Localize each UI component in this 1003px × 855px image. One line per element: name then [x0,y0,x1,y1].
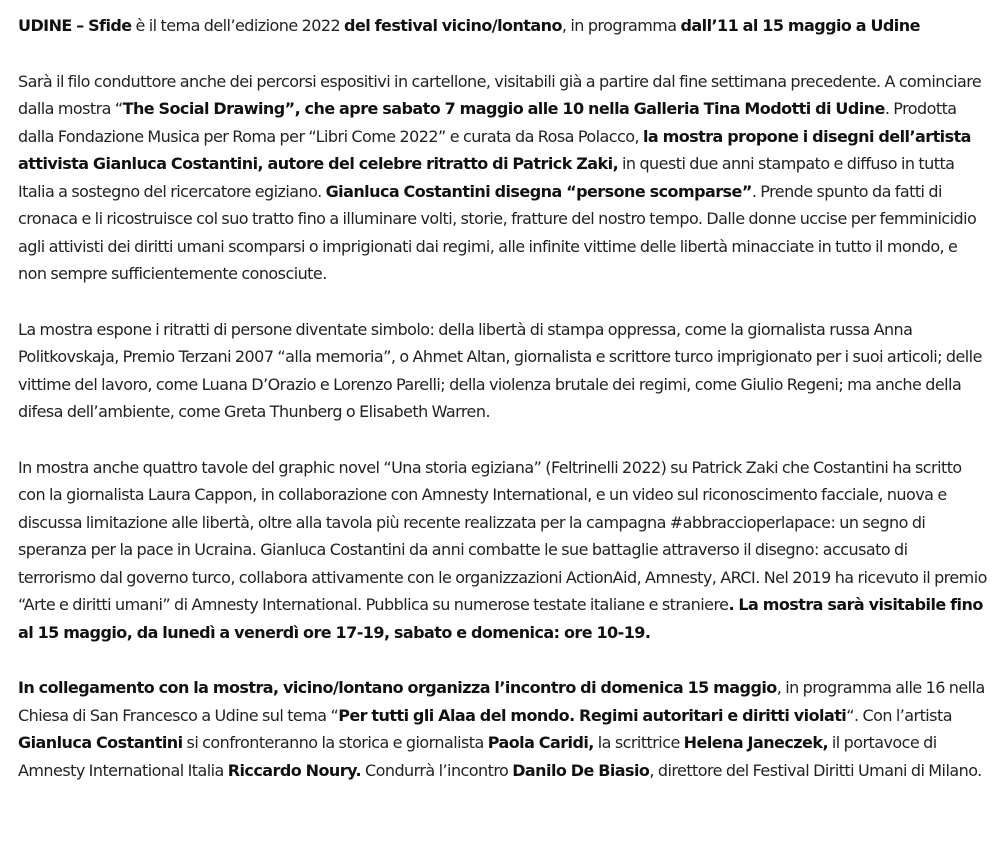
text-segment: “. Con l’artista [846,705,952,725]
bold-text: Gianluca Costantini disegna “persone scomparse” [325,181,752,201]
graphic-novel-paragraph [18,454,989,647]
text-segment: , in programma [561,16,681,35]
bold-text: . La mostra sarà visitabile fino al 15 maggio, da lunedì a venerdì ore 17-19, sabato e domenica: ore 10-19. [18,595,983,642]
text-segment: . Prodotta dalla Fondazione Musica per Roma per “Libri Come 2022” e curata da Rosa Polacco, [18,99,957,146]
bold-text: In collegamento con la mostra, vicino/lontano organizza l’incontro di domenica 15 maggio [18,678,777,697]
bold-text: Per tutti gli Alaa del mondo. Regimi autoritari e diritti violati [338,705,847,725]
bold-text: Gianluca Costantini [18,733,183,752]
text-segment: la scrittrice [593,733,684,752]
text-segment: , in programma alle 16 nella Chiesa di San Francesco a Udine sul tema “ [18,678,985,725]
text-segment: si confronteranno la storica e giornalista [182,733,488,752]
text-segment: , direttore del Festival Diritti Umani di Milano. [649,760,982,780]
bold-text: The Social Drawing”, che apre sabato 7 maggio alle 10 nella Galleria Tina Modotti di Udine [122,99,885,118]
intro-paragraph [18,12,989,40]
text-segment: La mostra espone i ritratti di persone diventate simbolo: della libertà di stampa oppressa, come la giornalista russa Anna Politkovskaja, Premio Terzani 2007 “alla memoria”, o Ahmet Altan, giornalista e scrittore turco imprigionato per i suoi articoli; delle vittime del lavoro, come Luana D’Orazio e Lorenzo Parelli; della violenza brutale dei regimi, come Giulio Regeni; ma anche della difesa dell’ambiente, come Greta Thunberg o Elisabeth Warren. [18,319,982,421]
text-segment: Sarà il filo conduttore anche dei percorsi espositivi in cartellone, visitabili già a partire dal fine settimana precedente. A cominciare dalla mostra “ [18,71,982,118]
bold-text: Danilo De Biasio [512,760,650,780]
bold-text: Riccardo Noury. [227,760,362,780]
text-segment: il portavoce di Amnesty International Italia [18,733,937,780]
event-paragraph [18,674,989,784]
bold-text: dall’11 al 15 maggio a Udine [680,16,920,35]
text-segment: Condurrà l’incontro [361,760,513,780]
exhibition-paragraph [18,68,989,288]
text-segment: . Prende spunto da fatti di cronaca e li ricostruisce col suo tratto fino a illuminare volti, storie, fratture del nostro tempo. Dalle donne uccise per femminicidio agli attivisti dei diritti umani scomparsi o imprigionati dai regimi, alle infinite vittime delle libertà minacciate in tutto il mondo, e non sempre sufficientemente conosciute. [18,181,977,283]
text-segment: in questi due anni stampato e diffuso in tutta Italia a sostegno del ricercatore egiziano. [18,154,955,201]
bold-text: Paola Caridi, [487,733,594,752]
bold-text: UDINE – Sfide [18,16,132,35]
bold-text: Helena Janeczek, [683,733,828,752]
bold-text: la mostra propone i disegni dell’artista attivista Gianluca Costantini, autore del celebre ritratto di Patrick Zaki, [18,126,971,173]
bold-text: del festival vicino/lontano [344,16,562,35]
portraits-paragraph [18,316,989,426]
text-segment: è il tema dell’edizione 2022 [131,16,345,35]
text-segment: In mostra anche quattro tavole del graphic novel “Una storia egiziana” (Feltrinelli 2022) su Patrick Zaki che Costantini ha scritto con la giornalista Laura Cappon, in collaborazione con Amnesty International, e un video sul riconoscimento facciale, nuova e discussa limitazione alle libertà, oltre alla tavola più recente realizzata per la campagna #abbraccioperlapace: un segno di speranza per la pace in Ucraina. Gianluca Costantini da anni combatte le sue battaglie attraverso il disegno: accusato di terrorismo dal governo turco, collabora attivamente con le organizzazioni ActionAid, Amnesty, ARCI. Nel 2019 ha ricevuto il premio “Arte e diritti umani” di Amnesty International. Pubblica su numerose testate italiane e straniere [18,457,987,614]
